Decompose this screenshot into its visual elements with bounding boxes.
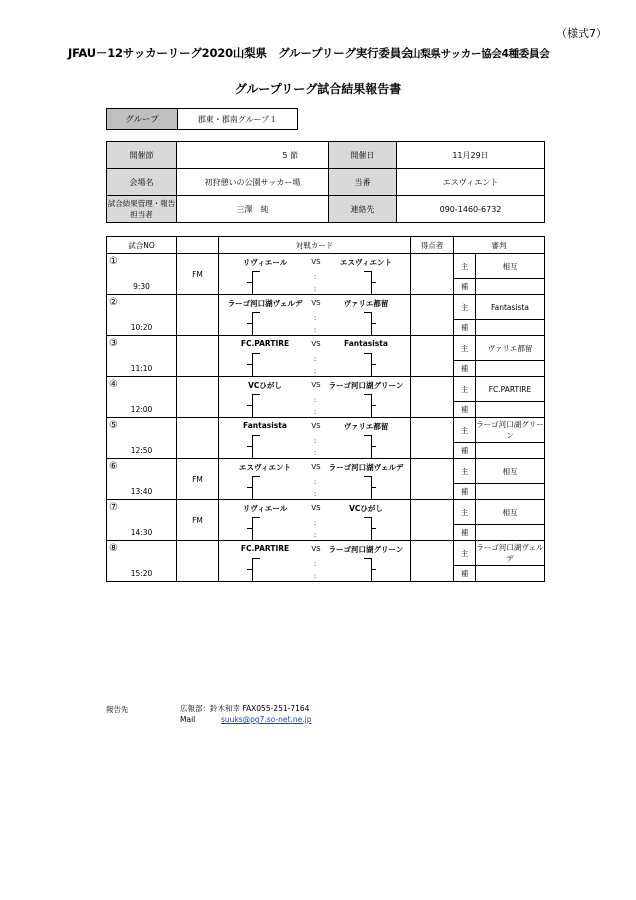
match-card — [219, 500, 411, 541]
referee-main-label: 主 — [454, 295, 476, 320]
score-bracket-left — [252, 517, 260, 541]
team-away: ラーゴ河口湖グリーン — [328, 381, 404, 390]
team-away: VCひがし — [349, 504, 383, 513]
round-label: 開催節 — [107, 142, 177, 169]
reporter-label: 試合結果管理・報告担当者 — [107, 196, 177, 223]
match-number: ⑤ — [109, 420, 118, 431]
score-colon-first-half: : — [313, 437, 317, 445]
report-to-label: 報告先 — [106, 705, 129, 714]
team-away: エスヴィエント — [339, 258, 393, 267]
match-fm — [177, 418, 219, 459]
referee-assist-value[interactable] — [476, 484, 545, 500]
score-bracket-right — [364, 476, 372, 500]
vs-label: VS — [311, 258, 321, 266]
score-bracket-tick-right — [371, 282, 376, 283]
score-bracket-left — [252, 312, 260, 336]
score-bracket-left — [252, 353, 260, 377]
score-colon-first-half: : — [313, 396, 317, 404]
referee-assist-label: 補 — [454, 320, 476, 336]
score-colon-first-half: : — [313, 273, 317, 281]
referee-main-value: 相互 — [476, 459, 545, 484]
referee-assist-label: 補 — [454, 443, 476, 459]
match-number: ① — [109, 256, 118, 267]
team-away: ラーゴ河口湖グリーン — [328, 545, 404, 554]
match-time: 13:40 — [130, 487, 153, 496]
venue-label: 会場名 — [107, 169, 177, 196]
match-scorer[interactable] — [411, 377, 454, 418]
match-card — [219, 418, 411, 459]
referee-main-label: 主 — [454, 541, 476, 566]
group-value: 郡東・郡南グループ１ — [178, 109, 298, 130]
match-scorer[interactable] — [411, 500, 454, 541]
score-bracket-right — [364, 558, 372, 582]
score-colon-first-half: : — [313, 355, 317, 363]
vs-label: VS — [311, 340, 321, 348]
score-colon-second-half: : — [313, 531, 317, 539]
referee-assist-value[interactable] — [476, 402, 545, 418]
match-number: ④ — [109, 379, 118, 390]
duty-label: 当番 — [329, 169, 397, 196]
score-bracket-tick-right — [371, 364, 376, 365]
header-match-no: 試合NO — [107, 237, 177, 254]
match-no-cell — [107, 541, 177, 582]
match-scorer[interactable] — [411, 295, 454, 336]
referee-assist-value[interactable] — [476, 361, 545, 377]
team-home: ラーゴ河口湖ヴェルデ — [227, 299, 303, 308]
referee-main-value: ラーゴ河口湖グリーン — [476, 418, 545, 443]
referee-main-value: Fantasista — [476, 295, 545, 320]
referee-main-label: 主 — [454, 459, 476, 484]
score-bracket-tick-right — [371, 569, 376, 570]
header-blank — [177, 237, 219, 254]
match-no-cell — [107, 295, 177, 336]
team-home: リヴィエール — [242, 504, 288, 513]
score-colon-first-half: : — [313, 560, 317, 568]
vs-label: VS — [311, 422, 321, 430]
match-time: 12:50 — [130, 446, 153, 455]
team-home: エスヴィエント — [238, 463, 292, 472]
match-card — [219, 377, 411, 418]
score-bracket-left — [252, 558, 260, 582]
match-row — [107, 295, 545, 320]
vs-label: VS — [311, 299, 321, 307]
score-colon-second-half: : — [313, 449, 317, 457]
match-time: 10:20 — [130, 323, 153, 332]
group-table — [106, 108, 298, 130]
referee-main-value: ラーゴ河口湖ヴェルデ — [476, 541, 545, 566]
contact-label: 連絡先 — [329, 196, 397, 223]
match-time: 15:20 — [130, 569, 153, 578]
match-card — [219, 295, 411, 336]
match-row — [107, 459, 545, 484]
team-away: Fantasista — [344, 339, 388, 348]
mail-label: Mail — [180, 715, 196, 724]
score-bracket-right — [364, 435, 372, 459]
match-row — [107, 500, 545, 525]
score-bracket-right — [364, 271, 372, 295]
contact-value: 090-1460-6732 — [397, 196, 545, 223]
score-colon-second-half: : — [313, 572, 317, 580]
team-home: Fantasista — [243, 421, 287, 430]
match-no-cell — [107, 254, 177, 295]
score-bracket-tick-right — [371, 405, 376, 406]
team-home: リヴィエール — [242, 258, 288, 267]
match-fm — [177, 295, 219, 336]
referee-assist-label: 補 — [454, 402, 476, 418]
score-bracket-left — [252, 394, 260, 418]
score-colon-second-half: : — [313, 367, 317, 375]
score-bracket-right — [364, 353, 372, 377]
match-card — [219, 254, 411, 295]
vs-label: VS — [311, 463, 321, 471]
score-colon-first-half: : — [313, 478, 317, 486]
group-label: グループ — [107, 109, 178, 130]
match-time: 11:10 — [130, 364, 153, 373]
vs-label: VS — [311, 381, 321, 389]
match-row — [107, 254, 545, 279]
score-colon-second-half: : — [313, 326, 317, 334]
match-time: 14:30 — [130, 528, 153, 537]
score-bracket-tick-right — [371, 528, 376, 529]
match-fm — [177, 336, 219, 377]
score-bracket-tick-right — [371, 323, 376, 324]
match-fm: FM — [177, 459, 219, 500]
match-scorer[interactable] — [411, 336, 454, 377]
score-bracket-left — [252, 435, 260, 459]
match-table — [106, 236, 545, 582]
referee-main-label: 主 — [454, 418, 476, 443]
referee-assist-label: 補 — [454, 525, 476, 541]
match-number: ⑧ — [109, 543, 118, 554]
score-colon-second-half: : — [313, 408, 317, 416]
match-card — [219, 459, 411, 500]
referee-main-value: 相互 — [476, 500, 545, 525]
referee-assist-value[interactable] — [476, 566, 545, 582]
score-bracket-right — [364, 394, 372, 418]
match-card — [219, 336, 411, 377]
score-bracket-left — [252, 271, 260, 295]
team-home: FC.PARTIRE — [240, 339, 290, 348]
vs-label: VS — [311, 504, 321, 512]
match-number: ② — [109, 297, 118, 308]
match-scorer[interactable] — [411, 254, 454, 295]
header-scorer: 得点者 — [411, 237, 454, 254]
header-league-title: JFAU－12サッカーリーグ2020山梨県 グループリーグ実行委員会 — [68, 46, 413, 60]
referee-main-value: ヴァリエ都留 — [476, 336, 545, 361]
match-number: ③ — [109, 338, 118, 349]
team-home: VCひがし — [248, 381, 282, 390]
referee-main-value: 相互 — [476, 254, 545, 279]
referee-main-label: 主 — [454, 254, 476, 279]
referee-assist-value[interactable] — [476, 443, 545, 459]
referee-main-label: 主 — [454, 377, 476, 402]
match-row — [107, 418, 545, 443]
referee-main-value: FC.PARTIRE — [476, 377, 545, 402]
match-card — [219, 541, 411, 582]
score-bracket-tick-right — [371, 487, 376, 488]
referee-assist-value[interactable] — [476, 279, 545, 295]
team-away: ヴァリエ都留 — [343, 299, 389, 308]
match-no-cell — [107, 336, 177, 377]
match-time: 9:30 — [133, 282, 150, 291]
match-row — [107, 336, 545, 361]
referee-main-label: 主 — [454, 336, 476, 361]
match-no-cell — [107, 377, 177, 418]
form-number: （様式7） — [556, 27, 607, 40]
referee-assist-value[interactable] — [476, 320, 545, 336]
match-no-cell — [107, 459, 177, 500]
reporter-value: 三澤 純 — [177, 196, 329, 223]
match-number: ⑥ — [109, 461, 118, 472]
mail-link[interactable]: suuks@pg7.so-net.ne.jp — [221, 715, 312, 724]
match-no-cell — [107, 418, 177, 459]
referee-assist-label: 補 — [454, 279, 476, 295]
match-scorer[interactable] — [411, 541, 454, 582]
referee-assist-label: 補 — [454, 361, 476, 377]
score-bracket-right — [364, 312, 372, 336]
team-away: ラーゴ河口湖ヴェルデ — [328, 463, 404, 472]
referee-assist-label: 補 — [454, 484, 476, 500]
vs-label: VS — [311, 545, 321, 553]
date-value: 11月29日 — [397, 142, 545, 169]
team-home: FC.PARTIRE — [240, 544, 290, 553]
match-row — [107, 377, 545, 402]
match-fm — [177, 541, 219, 582]
match-row — [107, 541, 545, 566]
date-label: 開催日 — [329, 142, 397, 169]
team-away: ヴァリエ都留 — [343, 422, 389, 431]
referee-assist-value[interactable] — [476, 525, 545, 541]
score-colon-second-half: : — [313, 490, 317, 498]
score-colon-first-half: : — [313, 519, 317, 527]
match-fm: FM — [177, 500, 219, 541]
match-time: 12:00 — [130, 405, 153, 414]
match-no-cell — [107, 500, 177, 541]
score-bracket-tick-right — [371, 446, 376, 447]
report-to-value: 広報部：鈴木和幸 FAX055-251-7164 — [180, 704, 310, 713]
referee-assist-label: 補 — [454, 566, 476, 582]
info-table — [106, 141, 545, 223]
duty-value: エスヴィエント — [397, 169, 545, 196]
match-scorer[interactable] — [411, 459, 454, 500]
venue-value: 初狩憩いの公園サッカー場 — [177, 169, 329, 196]
score-colon-second-half: : — [313, 285, 317, 293]
score-bracket-right — [364, 517, 372, 541]
match-fm — [177, 377, 219, 418]
score-bracket-left — [252, 476, 260, 500]
match-fm: FM — [177, 254, 219, 295]
round-value: 5 節 — [177, 142, 329, 169]
header-committee: 山梨県サッカー協会4種委員会 — [410, 48, 550, 60]
header-card: 対戦カード — [219, 237, 411, 254]
match-scorer[interactable] — [411, 418, 454, 459]
score-colon-first-half: : — [313, 314, 317, 322]
header-referee: 審判 — [454, 237, 545, 254]
referee-main-label: 主 — [454, 500, 476, 525]
page-title: グループリーグ試合結果報告書 — [234, 82, 402, 96]
match-number: ⑦ — [109, 502, 118, 513]
